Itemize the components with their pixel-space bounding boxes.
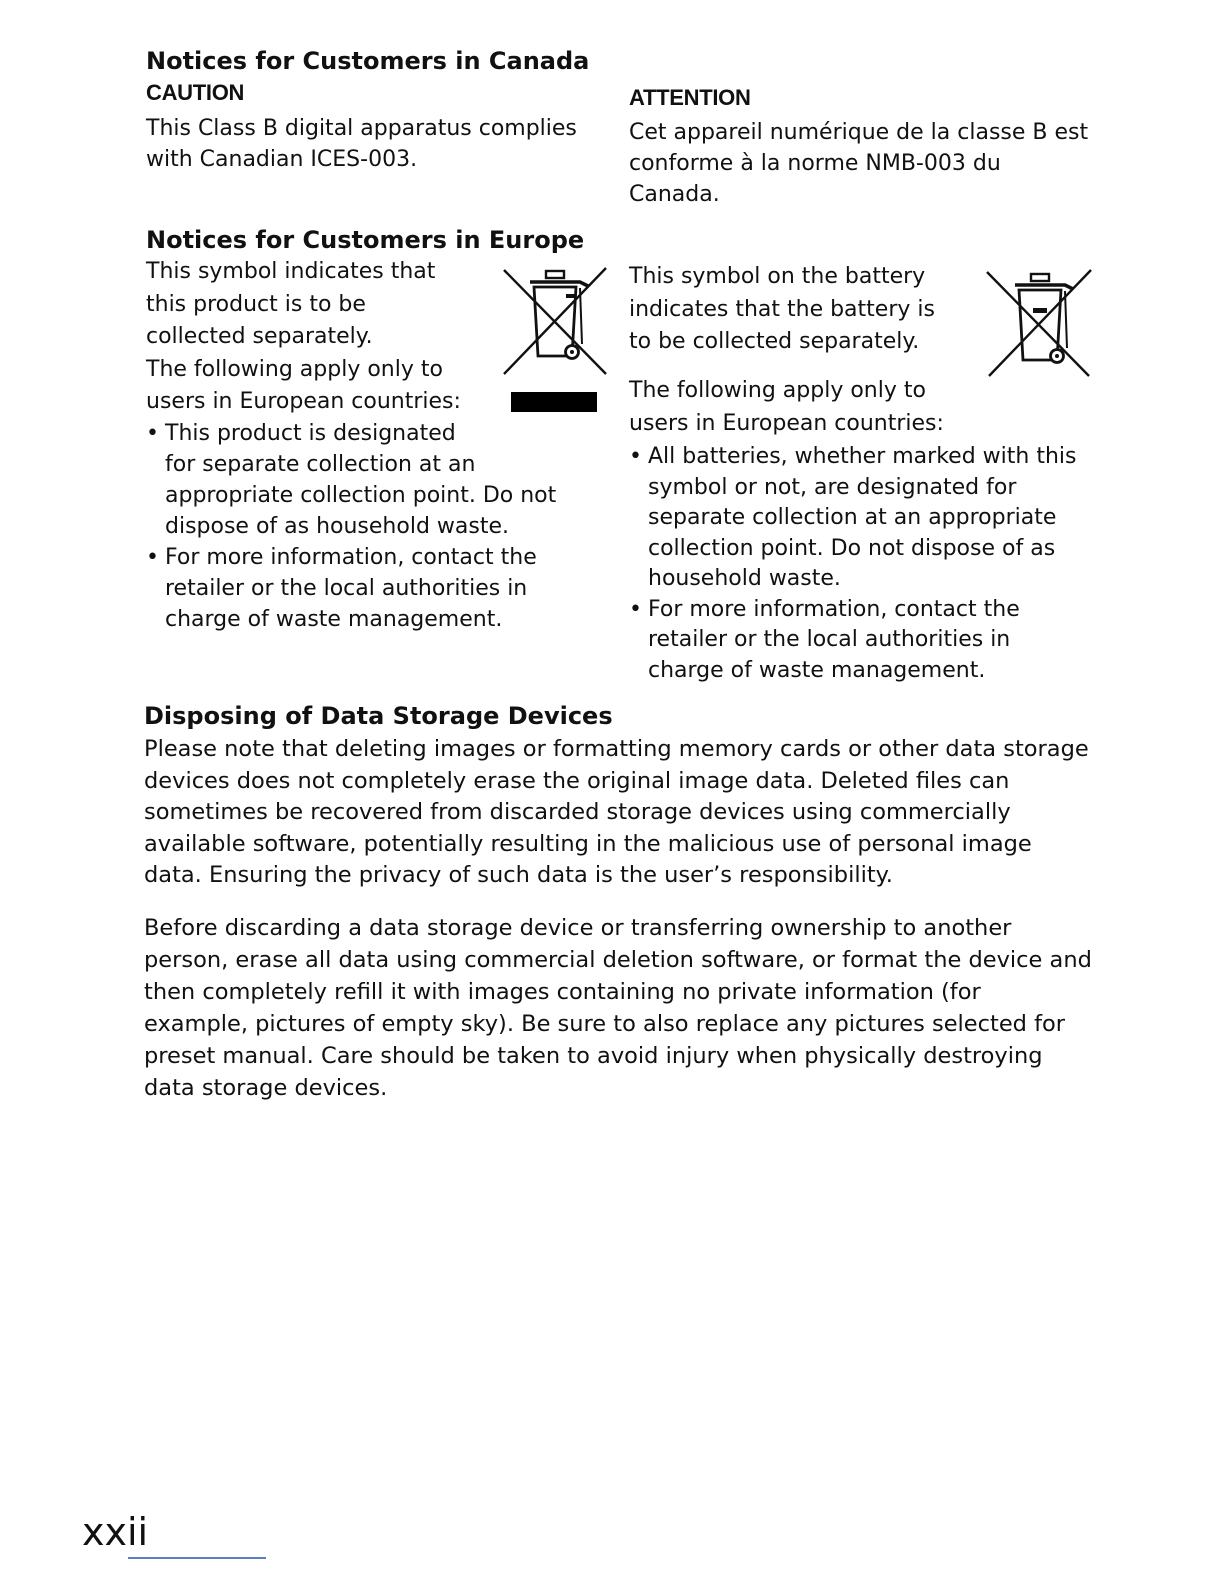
paragraph-line: sometimes be recovered from discarded storage devices using commercially bbox=[144, 799, 1011, 825]
list-item-line: charge of waste management. bbox=[648, 657, 986, 683]
product-symbol-line: this product is to be bbox=[146, 291, 366, 317]
list-item-line: collection point. Do not dispose of as bbox=[648, 535, 1056, 561]
product-symbol-line: The following apply only to bbox=[146, 356, 443, 382]
disposing-heading: Disposing of Data Storage Devices bbox=[144, 702, 613, 730]
europe-heading: Notices for Customers in Europe bbox=[146, 226, 585, 254]
disposing-paragraph-2 bbox=[144, 912, 1104, 1104]
list-item bbox=[629, 442, 1076, 595]
list-item-line: For more information, contact the bbox=[648, 596, 1020, 622]
list-item-line: retailer or the local authorities in bbox=[648, 627, 1011, 652]
list-item-line: All batteries, whether marked with this bbox=[648, 444, 1077, 469]
battery-apply-line: The following apply only to bbox=[629, 378, 926, 403]
disposing-paragraph-1 bbox=[144, 734, 1104, 892]
paragraph-line: data storage devices. bbox=[144, 1075, 388, 1101]
list-item-line: symbol or not, are designated for bbox=[648, 474, 1017, 500]
battery-apply-text bbox=[629, 375, 944, 440]
canada-heading: Notices for Customers in Canada bbox=[146, 47, 590, 75]
list-item bbox=[629, 595, 1076, 687]
list-item-line: retailer or the local authorities in bbox=[165, 576, 528, 601]
paragraph-line: available software, potentially resulting in the malicious use of personal image bbox=[144, 830, 1032, 857]
battery-symbol-line: to be collected separately. bbox=[629, 329, 920, 354]
caution-label: CAUTION bbox=[146, 80, 245, 105]
battery-bullet-list bbox=[629, 442, 1076, 686]
paragraph-line: data. Ensuring the privacy of such data is the user’s responsibility. bbox=[144, 862, 893, 888]
battery-symbol-text bbox=[629, 261, 935, 359]
list-item-line: appropriate collection point. Do not bbox=[165, 483, 557, 508]
footer-line bbox=[128, 1557, 266, 1559]
battery-symbol-line: This symbol on the battery bbox=[629, 264, 926, 289]
product-symbol-line: users in European countries: bbox=[146, 389, 461, 414]
list-item-line: household waste. bbox=[648, 566, 841, 591]
page-number: xxii bbox=[82, 1510, 149, 1554]
paragraph-line: person, erase all data using commercial deletion software, or format the device and bbox=[144, 947, 1092, 973]
product-symbol-line: This symbol indicates that bbox=[146, 259, 436, 284]
separate-collection-bar bbox=[511, 392, 597, 412]
paragraph-line: then completely refill it with images containing no private information (for bbox=[144, 979, 981, 1005]
attention-line: conforme à la norme NMB-003 du bbox=[629, 151, 1001, 176]
attention-label: ATTENTION bbox=[629, 85, 751, 110]
paragraph-line: example, pictures of empty sky). Be sure to also replace any pictures selected for bbox=[144, 1011, 1066, 1037]
bullet-marker: • bbox=[146, 545, 159, 570]
product-symbol-line: collected separately. bbox=[146, 324, 373, 349]
caution-line: with Canadian ICES-003. bbox=[146, 147, 418, 172]
crossed-out-wheelie-bin-icon bbox=[983, 266, 1093, 376]
bullet-marker: • bbox=[146, 421, 159, 446]
product-symbol-text bbox=[146, 256, 461, 419]
product-bullet-list bbox=[146, 418, 556, 635]
list-item-line: separate collection at an appropriate bbox=[648, 505, 1057, 530]
attention-line: Canada. bbox=[629, 182, 720, 207]
crossed-out-wheelie-bin-icon bbox=[500, 260, 610, 370]
battery-symbol-line: indicates that the battery is bbox=[629, 296, 935, 322]
bullet-marker: • bbox=[629, 444, 642, 469]
list-item-line: for separate collection at an bbox=[165, 452, 476, 477]
list-item-line: This product is designated bbox=[165, 421, 456, 446]
list-item-line: dispose of as household waste. bbox=[165, 514, 509, 539]
paragraph-line: Before discarding a data storage device or transferring ownership to another bbox=[144, 915, 1012, 941]
caution-line: This Class B digital apparatus complies bbox=[146, 116, 577, 141]
list-item bbox=[146, 418, 556, 542]
battery-apply-line: users in European countries: bbox=[629, 410, 944, 436]
list-item-line: For more information, contact the bbox=[165, 545, 537, 570]
list-item bbox=[146, 542, 556, 635]
paragraph-line: devices does not completely erase the original image data. Deleted files can bbox=[144, 767, 1010, 794]
paragraph-line: Please note that deleting images or formatting memory cards or other data storage bbox=[144, 736, 1089, 762]
list-item-line: charge of waste management. bbox=[165, 607, 503, 632]
paragraph-line: preset manual. Care should be taken to avoid injury when physically destroying bbox=[144, 1043, 1043, 1069]
attention-text bbox=[629, 117, 1088, 210]
caution-text bbox=[146, 113, 577, 175]
bullet-marker: • bbox=[629, 596, 642, 622]
attention-line: Cet appareil numérique de la classe B est bbox=[629, 120, 1089, 145]
